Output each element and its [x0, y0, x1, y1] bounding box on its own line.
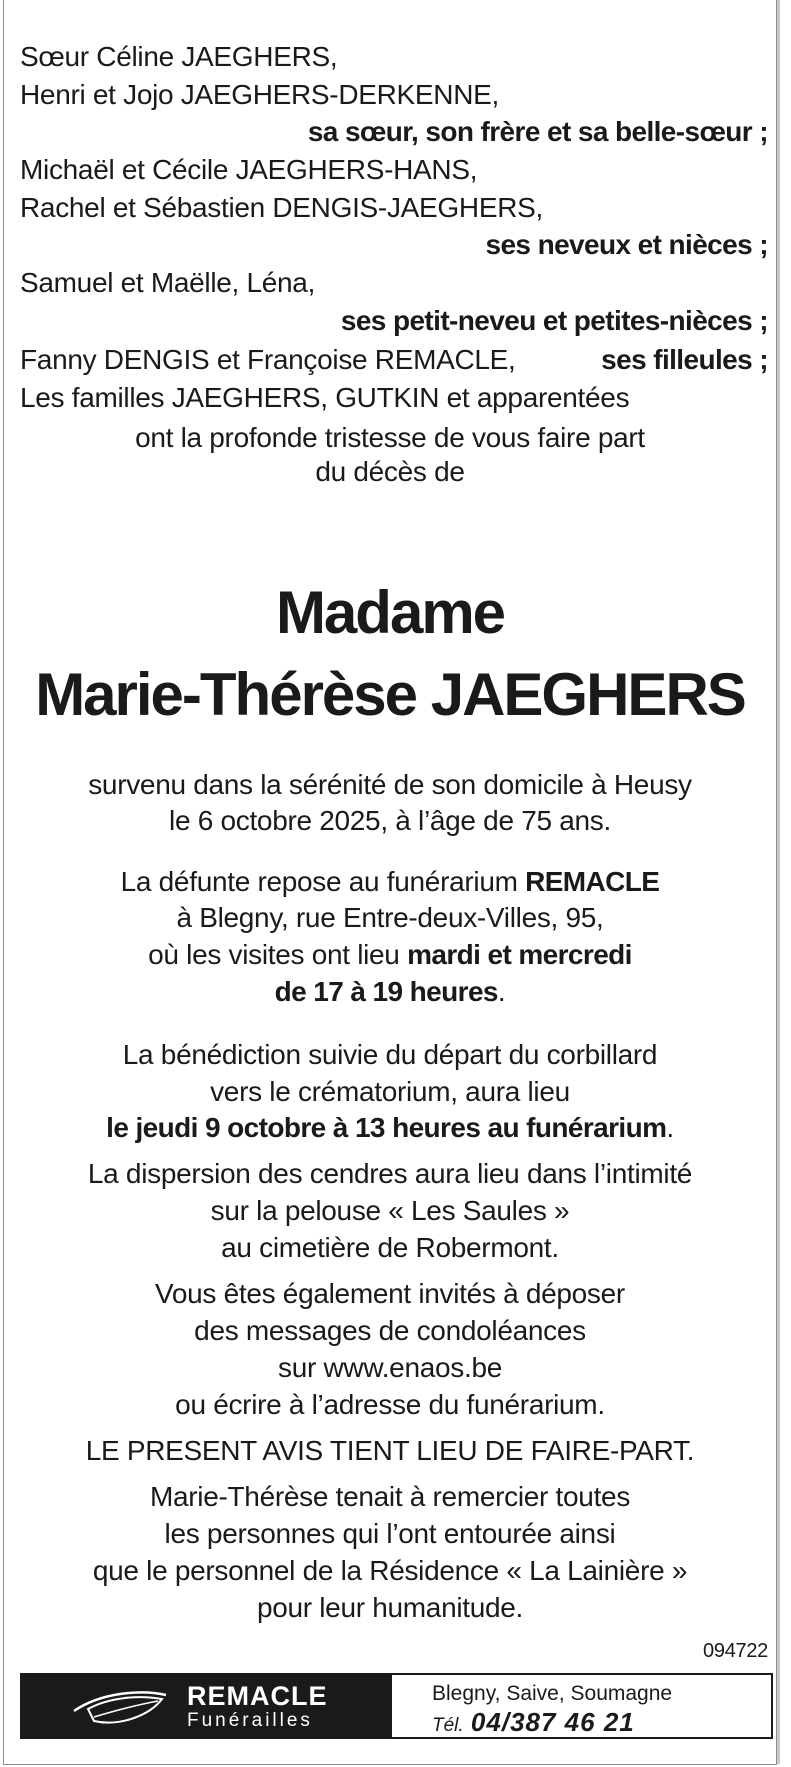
repose-line-4	[4, 972, 776, 1012]
brand-name: REMACLE	[187, 1681, 328, 1711]
family-line-4: Michaël et Cécile JAEGHERS-HANS,	[20, 154, 478, 185]
ceremony-line-1: La bénédiction suivie du départ du corbillard	[122, 1039, 658, 1070]
repose-text: La défunte repose au funérarium	[120, 866, 526, 897]
visits-period: .	[497, 976, 506, 1007]
relation-nephews: ses neveux et nièces ;	[485, 229, 768, 260]
reference-number: 094722	[703, 1640, 768, 1662]
family-line-9: Fanny DENGIS et Françoise REMACLE,	[20, 344, 516, 375]
condolences-website: sur www.enaos.be	[278, 1352, 502, 1383]
repose-line-2: à Blegny, rue Entre-deux-Villes, 95,	[176, 902, 604, 933]
ceremony-date: le jeudi 9 octobre à 13 heures au funérarium	[106, 1112, 667, 1143]
ashes-line-3: au cimetière de Robermont.	[221, 1232, 559, 1263]
thanks-line-1: Marie-Thérèse tenait à remercier toutes	[149, 1481, 631, 1512]
repose-line-1	[4, 862, 776, 902]
ceremony-line-3	[4, 1108, 776, 1148]
relation-siblings: sa sœur, son frère et sa belle-sœur ;	[307, 116, 768, 147]
thanks-line-4: pour leur humanitude.	[256, 1592, 524, 1623]
family-line-7: Samuel et Maëlle, Léna,	[20, 267, 316, 298]
condolences-line-2: des messages de condoléances	[194, 1315, 586, 1346]
relation-grandnephews: ses petit-neveu et petites-nièces ;	[340, 305, 768, 336]
phone-label: Tél.	[432, 1715, 464, 1736]
thanks-line-2: les personnes qui l’ont entourée ainsi	[164, 1518, 616, 1549]
ashes-line-1: La dispersion des cendres aura lieu dans l’intimité	[87, 1158, 693, 1189]
brand-subtitle: Funérailles	[187, 1710, 313, 1731]
announce-line-2: du décès de	[315, 456, 465, 487]
deceased-title: Madame	[275, 579, 505, 646]
death-line-2: le 6 octobre 2025, à l’âge de 75 ans.	[169, 805, 611, 836]
announce-line-1: ont la profonde tristesse de vous faire part	[135, 422, 645, 453]
death-line-1: survenu dans la sérénité de son domicile à Heusy	[88, 769, 692, 800]
repose-line-3	[4, 935, 776, 975]
contact-block	[392, 1675, 771, 1737]
phone-line	[432, 1707, 635, 1741]
faire-part-notice: LE PRESENT AVIS TIENT LIEU DE FAIRE-PART.	[85, 1435, 695, 1466]
thanks-line-3: que le personnel de la Résidence « La Lainière »	[92, 1555, 688, 1586]
funeral-home-banner	[20, 1673, 773, 1739]
family-line-1: Sœur Céline JAEGHERS,	[20, 41, 338, 72]
family-line-5: Rachel et Sébastien DENGIS-JAEGHERS,	[20, 192, 543, 223]
family-line-2: Henri et Jojo JAEGHERS-DERKENNE,	[20, 79, 499, 110]
deceased-name: Marie-Thérèse JAEGHERS	[35, 661, 745, 728]
phone-number: 04/387 46 21	[470, 1707, 635, 1737]
visits-days: mardi et mercredi	[407, 939, 632, 970]
relation-goddaughters: ses filleules ;	[601, 344, 768, 375]
locations: Blegny, Saive, Soumagne	[432, 1682, 673, 1705]
funeral-home-name: REMACLE	[525, 866, 660, 897]
ceremony-line-2: vers le crématorium, aura lieu	[210, 1076, 570, 1107]
condolences-line-4: ou écrire à l’adresse du funérarium.	[175, 1389, 605, 1420]
obituary-notice	[3, 0, 777, 1765]
ashes-line-2: sur la pelouse « Les Saules »	[210, 1195, 570, 1226]
brand-block	[22, 1675, 392, 1737]
leaf-logo-icon	[70, 1685, 170, 1729]
ceremony-period: .	[666, 1112, 674, 1143]
visits-text: où les visites ont lieu	[148, 939, 408, 970]
visits-hours: de 17 à 19 heures	[274, 976, 498, 1007]
condolences-line-1: Vous êtes également invités à déposer	[155, 1278, 625, 1309]
family-line-10: Les familles JAEGHERS, GUTKIN et apparentées	[20, 382, 630, 413]
